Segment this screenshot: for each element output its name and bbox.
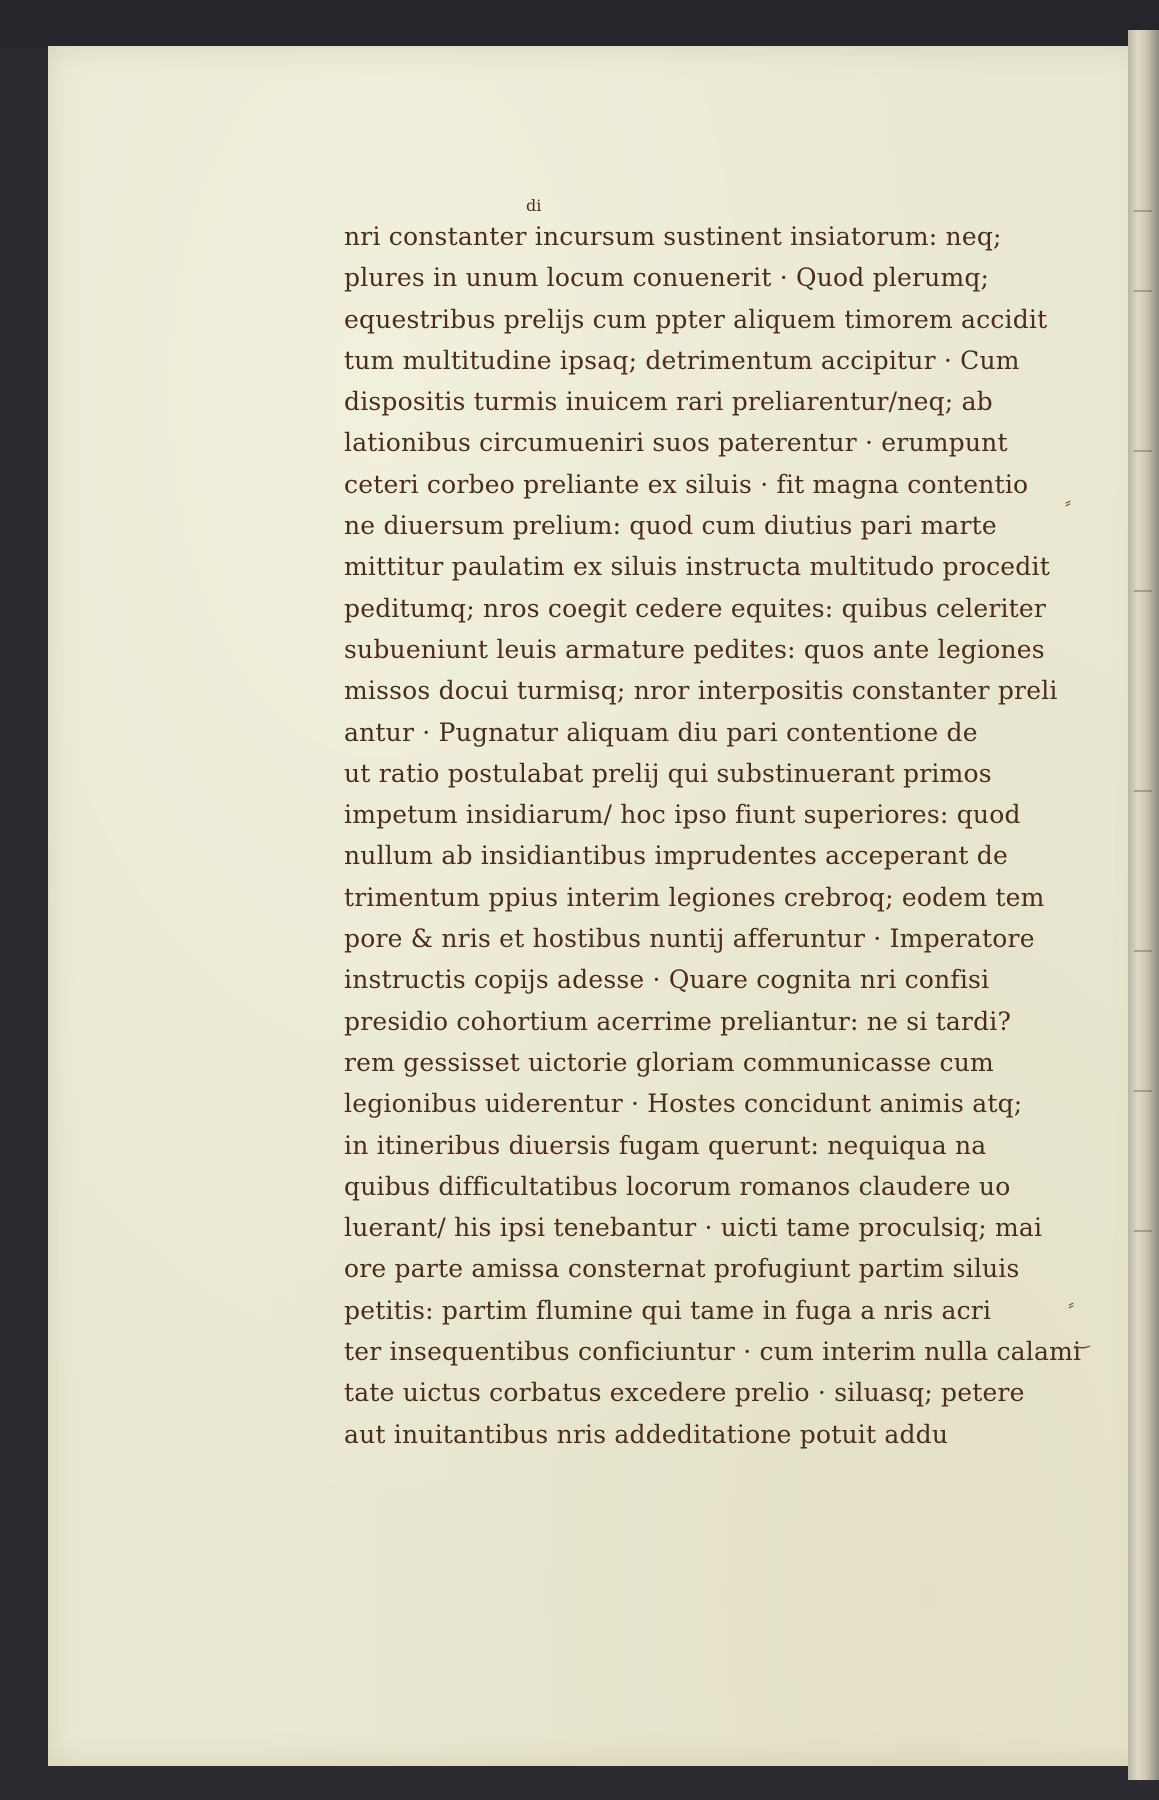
margin-mark: ⸗ (1065, 492, 1071, 513)
text-line: ne diuersum prelium: quod cum diutius pari marte (344, 511, 997, 541)
text-line: pore & nris et hostibus nuntij afferuntur · Imperatore (344, 924, 1035, 954)
text-line: impetum insidiarum/ hoc ipso fiunt superiores: quod (344, 800, 1021, 830)
text-line: aut inuitantibus nris addeditatione potuit addu (344, 1419, 949, 1449)
text-line: trimentum ppius interim legiones crebroq; eodem tem (344, 882, 1045, 912)
text-line: tate uictus corbatus excedere prelio · siluasq; petere (344, 1378, 1025, 1408)
text-line: subueniunt leuis armature pedites: quos ante legiones (344, 634, 1045, 664)
text-line: rem gessisset uictorie gloriam communicasse cum (344, 1047, 994, 1077)
text-line: mittitur paulatim ex siluis instructa multitudo procedit (344, 552, 1050, 582)
backdrop (0, 0, 1159, 48)
text-line: peditumq; nros coegit cedere equites: quibus celeriter (344, 593, 1047, 623)
text-line: equestribus prelijs cum ppter aliquem timorem accidit (344, 304, 1048, 334)
text-line: luerant/ his ipsi tenebantur · uicti tame proculsiq; mai (344, 1213, 1043, 1243)
facing-text-trace (1134, 1230, 1152, 1232)
text-line: dispositis turmis inuicem rari preliarentur/neq; ab (344, 387, 993, 417)
text-line: instructis copijs adesse · Quare cognita nri confisi (344, 965, 990, 995)
text-line: ore parte amissa consternat profugiunt partim siluis (344, 1254, 1020, 1284)
text-line: antur · Pugnatur aliquam diu pari contentione de (344, 717, 978, 747)
facing-text-trace (1134, 790, 1152, 792)
interlinear-gloss: di (526, 196, 542, 215)
facing-text-trace (1134, 1090, 1152, 1092)
facing-text-trace (1134, 950, 1152, 952)
facing-text-trace (1134, 450, 1152, 452)
facing-text-trace (1134, 590, 1152, 592)
margin-mark: ‿ (1075, 1328, 1090, 1349)
facing-text-trace (1134, 290, 1152, 292)
text-line: nri constanter incursum sustinent insiatorum: neq; (344, 222, 1002, 251)
text-line: in itineribus diuersis fugam querunt: nequiqua na (344, 1130, 987, 1160)
facing-page-edge (1128, 30, 1159, 1780)
text-line: nullum ab insidiantibus imprudentes acceperant de (344, 841, 1008, 871)
text-line: ter insequentibus conficiuntur · cum interim nulla calami (344, 1337, 1082, 1367)
text-line: ut ratio postulabat prelij qui substinuerant primos (344, 758, 992, 788)
text-line: tum multitudine ipsaq; detrimentum accipitur · Cum (344, 345, 1020, 375)
margin-mark: ⸗ (1068, 1294, 1074, 1315)
text-line: petitis: partim flumine qui tame in fuga a nris acri (344, 1295, 992, 1325)
facing-text-trace (1134, 210, 1152, 212)
text-line: missos docui turmisq; nror interpositis constanter preli (344, 676, 1058, 706)
text-line: legionibus uiderentur · Hostes concidunt animis atq; (344, 1089, 1023, 1119)
text-line: plures in unum locum conuenerit · Quod plerumq; (344, 263, 990, 293)
manuscript-text-block (344, 216, 1084, 1455)
text-line: ceteri corbeo preliante ex siluis · fit magna contentio (344, 469, 1029, 499)
text-line: presidio cohortium acerrime preliantur: ne si tardi? (344, 1006, 1012, 1036)
text-line: quibus difficultatibus locorum romanos claudere uo (344, 1171, 1011, 1201)
text-line: lationibus circumueniri suos paterentur · erumpunt (344, 428, 1008, 458)
